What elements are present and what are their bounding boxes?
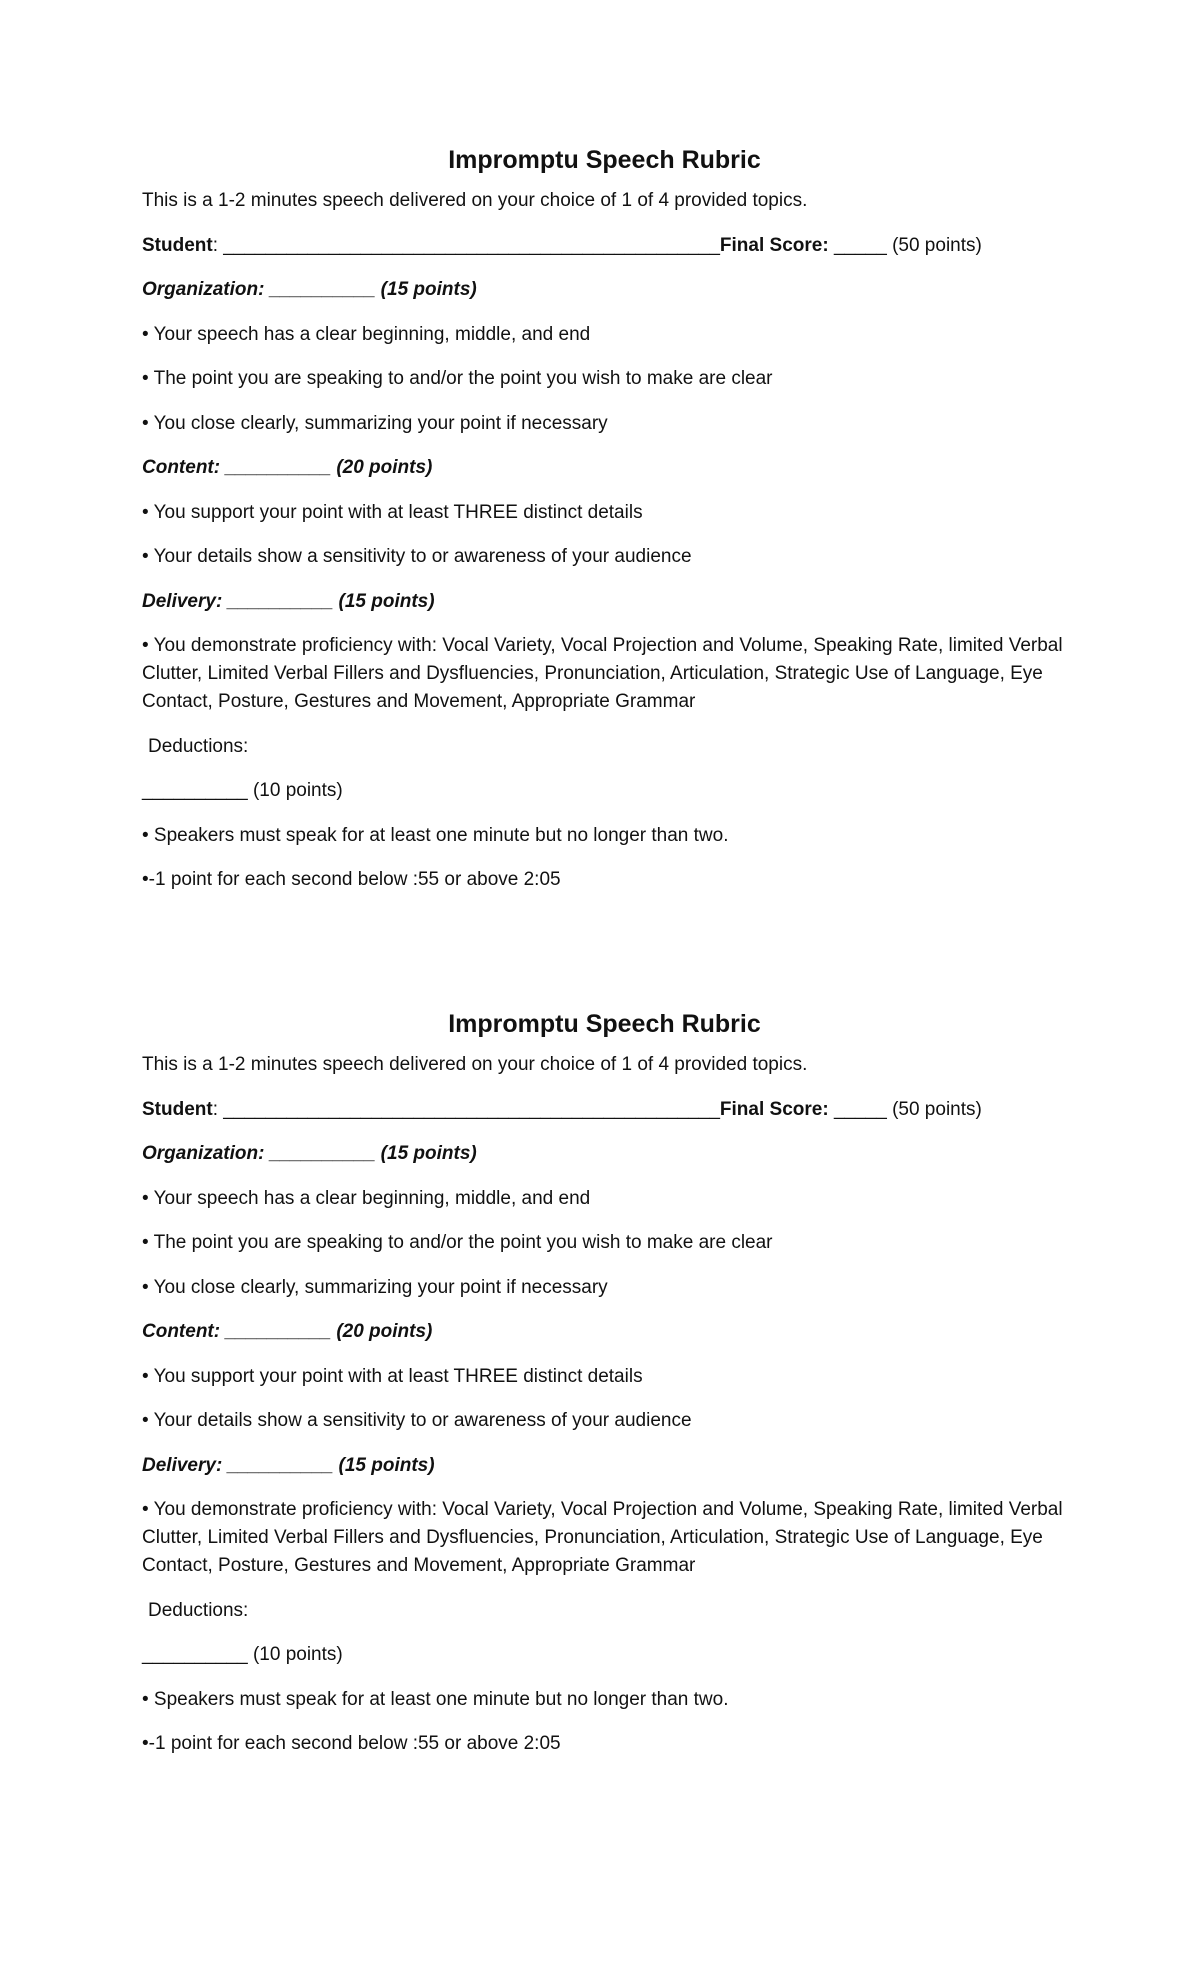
final-score-label: Final Score:	[719, 234, 829, 256]
deduction-item: • Speakers must speak for at least one minute but no longer than two.	[142, 1688, 729, 1710]
student-line	[142, 1096, 1082, 1124]
student-line	[142, 232, 1082, 260]
rubric-title: Impromptu Speech Rubric	[448, 1010, 761, 1038]
final-score-label: Final Score:	[719, 1098, 829, 1120]
delivery-heading: Delivery: __________ (15 points)	[142, 1454, 435, 1476]
content-item: • You support your point with at least THREE distinct details	[142, 1365, 643, 1387]
organization-item: • You close clearly, summarizing your point if necessary	[142, 412, 608, 434]
content-item: • Your details show a sensitivity to or awareness of your audience	[142, 1410, 692, 1431]
rubric-intro: This is a 1-2 minutes speech delivered on your choice of 1 of 4 provided topics.	[142, 1054, 808, 1075]
delivery-item: • You demonstrate proficiency with: Vocal Variety, Vocal Projection and Volume, Speaking Rate, limited Verbal Clutter, Limited Verbal Fillers and Dysfluencies, Pronunciation, Articulation, Strategic Use of Language, Eye Contact, Posture, Gestures and Movement, Appropriate Grammar	[142, 635, 1063, 712]
rubric-section	[142, 1007, 1082, 1775]
deduction-item: • Speakers must speak for at least one minute but no longer than two.	[142, 824, 729, 846]
final-score-blank: _____ (50 points)	[828, 1098, 982, 1120]
final-score-blank: _____ (50 points)	[828, 234, 982, 256]
organization-item: • Your speech has a clear beginning, middle, and end	[142, 323, 591, 345]
deductions-points: __________ (10 points)	[142, 780, 343, 801]
organization-item: • The point you are speaking to and/or the point you wish to make are clear	[142, 368, 773, 389]
organization-item: • Your speech has a clear beginning, middle, and end	[142, 1187, 591, 1209]
organization-item: • You close clearly, summarizing your point if necessary	[142, 1276, 608, 1298]
content-item: • You support your point with at least THREE distinct details	[142, 501, 643, 523]
deductions-label: Deductions:	[148, 1599, 249, 1621]
organization-item: • The point you are speaking to and/or the point you wish to make are clear	[142, 1232, 773, 1253]
rubric-section	[142, 143, 1082, 911]
rubric-title: Impromptu Speech Rubric	[448, 146, 761, 174]
rubric-intro: This is a 1-2 minutes speech delivered on your choice of 1 of 4 provided topics.	[142, 190, 808, 211]
delivery-heading: Delivery: __________ (15 points)	[142, 590, 435, 612]
deduction-item: •-1 point for each second below :55 or above 2:05	[142, 869, 561, 890]
student-label: Student	[142, 234, 213, 256]
content-heading: Content: __________ (20 points)	[142, 457, 433, 478]
content-heading: Content: __________ (20 points)	[142, 1321, 433, 1342]
delivery-item: • You demonstrate proficiency with: Vocal Variety, Vocal Projection and Volume, Speaking Rate, limited Verbal Clutter, Limited Verbal Fillers and Dysfluencies, Pronunciation, Articulation, Strategic Use of Language, Eye Contact, Posture, Gestures and Movement, Appropriate Grammar	[142, 1499, 1063, 1576]
organization-heading: Organization: __________ (15 points)	[142, 1143, 477, 1164]
deductions-label: Deductions:	[148, 735, 249, 757]
student-label: Student	[142, 1098, 213, 1120]
content-item: • Your details show a sensitivity to or awareness of your audience	[142, 546, 692, 567]
organization-heading: Organization: __________ (15 points)	[142, 279, 477, 300]
student-blank: : _______________________________________________	[212, 234, 720, 256]
deductions-points: __________ (10 points)	[142, 1644, 343, 1665]
deduction-item: •-1 point for each second below :55 or above 2:05	[142, 1733, 561, 1754]
student-blank: : _______________________________________________	[212, 1098, 720, 1120]
